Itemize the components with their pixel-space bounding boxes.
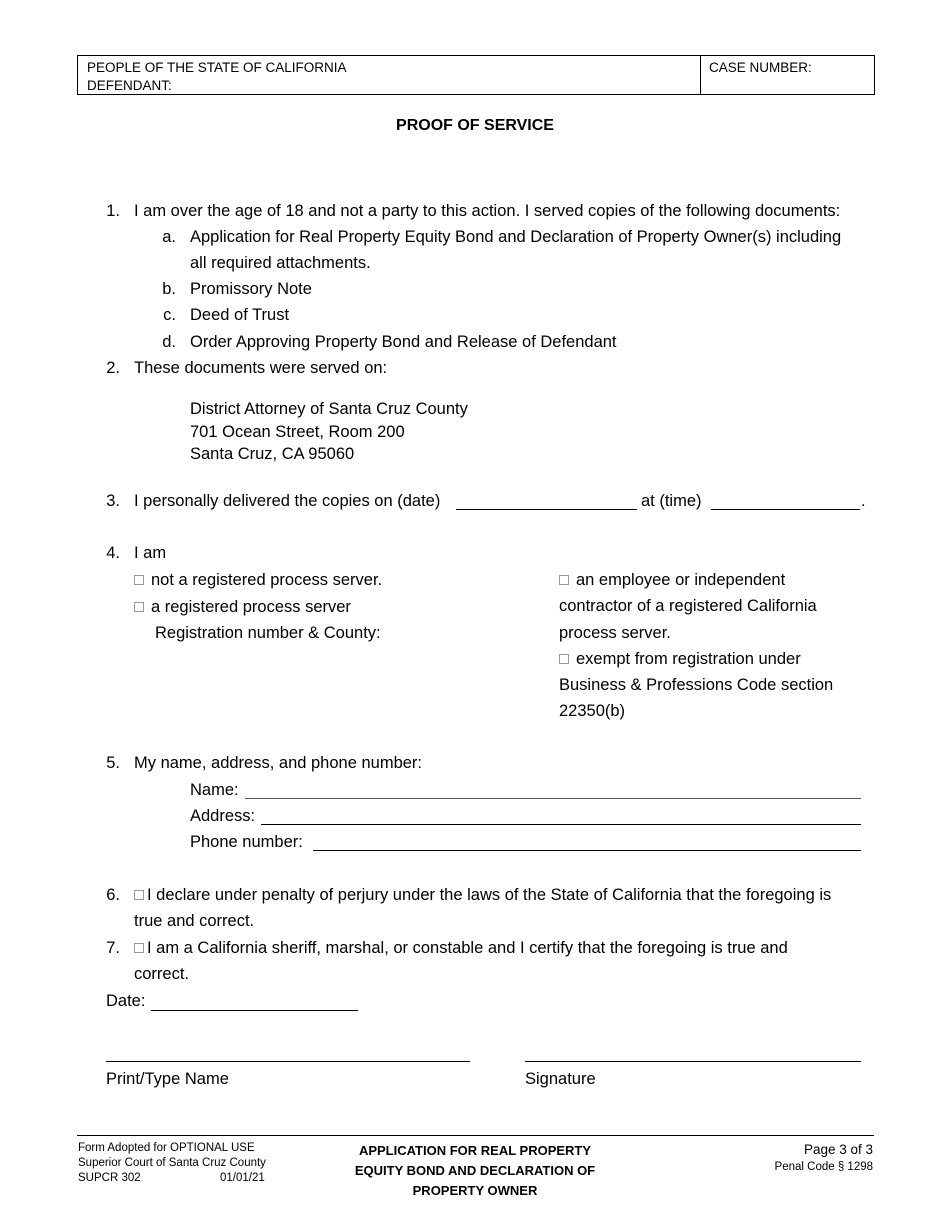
employee-checkbox[interactable]: [559, 575, 569, 585]
item-6-text: I declare under penalty of perjury under the laws of the State of California that the foregoing is: [147, 886, 832, 904]
sheriff-certify-checkbox[interactable]: [134, 943, 144, 953]
employee-label-cont: process server.: [559, 624, 671, 642]
item-1a-text: Application for Real Property Equity Bond and Declaration of Property Owner(s) including: [190, 228, 842, 246]
employee-label-cont: contractor of a registered California: [559, 597, 817, 615]
item-1b-text: Promissory Note: [190, 280, 312, 298]
registered-label: a registered process server: [151, 598, 351, 616]
item-6-text-cont: true and correct.: [134, 912, 255, 930]
address-line: Santa Cruz, CA 95060: [190, 445, 355, 463]
footer-form-number: SUPCR 302: [78, 1172, 141, 1184]
address-label: Address:: [190, 807, 256, 825]
item-3-period: .: [861, 492, 866, 510]
option-registered: [134, 594, 351, 620]
address-field[interactable]: [261, 823, 861, 825]
option-exempt: [559, 646, 801, 672]
item-1c-letter: c.: [163, 306, 176, 324]
caption-parties: [78, 56, 701, 94]
item-1d-letter: d.: [162, 333, 176, 351]
footer-title-line: EQUITY BOND AND DECLARATION OF: [354, 1163, 596, 1178]
item-7-certification: [134, 935, 788, 961]
exempt-label-cont: 22350(b): [559, 702, 626, 720]
declare-perjury-checkbox[interactable]: [134, 890, 144, 900]
address-line: 701 Ocean Street, Room 200: [190, 422, 405, 441]
registration-number-label: Registration number & County:: [155, 624, 381, 642]
date-delivered-field[interactable]: [456, 508, 637, 510]
item-5-number: 5.: [106, 754, 120, 772]
page-title: PROOF OF SERVICE: [396, 117, 554, 134]
date-signed-field[interactable]: [151, 1009, 358, 1011]
item-1-number: 1.: [106, 202, 120, 220]
exempt-label-cont: Business & Professions Code section: [559, 676, 834, 694]
item-1a-text-cont: all required attachments.: [190, 254, 371, 272]
people-label: PEOPLE OF THE STATE OF CALIFORNIA: [87, 60, 347, 75]
print-name-field[interactable]: [106, 1060, 470, 1062]
footer-title-line: APPLICATION FOR REAL PROPERTY: [358, 1143, 592, 1158]
phone-label: Phone number:: [190, 833, 303, 851]
item-3-number: 3.: [106, 492, 120, 510]
registered-checkbox[interactable]: [134, 602, 144, 612]
footer-form-date: 01/01/21: [220, 1172, 265, 1184]
item-2-text: These documents were served on:: [134, 359, 388, 377]
item-3-text-date: I personally delivered the copies on (date): [134, 492, 441, 510]
employee-label: an employee or independent: [576, 571, 786, 589]
footer-form-title: [330, 1141, 620, 1201]
item-6-number: 6.: [106, 886, 120, 904]
print-name-label: Print/Type Name: [106, 1070, 229, 1088]
phone-field[interactable]: [313, 849, 861, 851]
item-2-number: 2.: [106, 359, 120, 377]
signature-field[interactable]: [525, 1060, 861, 1062]
item-7-text: I am a California sheriff, marshal, or constable and I certify that the foregoing is true and: [147, 939, 788, 957]
item-7-text-cont: correct.: [134, 965, 190, 983]
item-1d-text: Order Approving Property Bond and Release of Defendant: [190, 333, 617, 351]
page-number: Page 3 of 3: [803, 1142, 873, 1157]
name-label: Name:: [190, 781, 239, 799]
address-line: District Attorney of Santa Cruz County: [190, 400, 468, 418]
footer-court: Superior Court of Santa Cruz County: [78, 1157, 266, 1169]
signature-label: Signature: [525, 1070, 596, 1088]
defendant-label: DEFENDANT:: [87, 78, 172, 93]
case-number-label: CASE NUMBER:: [709, 60, 812, 75]
case-caption-box: [77, 55, 875, 95]
item-1a-letter: a.: [162, 228, 176, 246]
time-delivered-field[interactable]: [711, 508, 860, 510]
exempt-label: exempt from registration under: [576, 650, 801, 668]
item-1b-letter: b.: [162, 280, 176, 298]
footer-form-adopted: Form Adopted for OPTIONAL USE: [78, 1142, 255, 1154]
name-field[interactable]: [245, 797, 861, 799]
item-1c-text: Deed of Trust: [190, 306, 290, 324]
item-6-declaration: [134, 882, 831, 908]
not-registered-checkbox[interactable]: [134, 575, 144, 585]
item-4-number: 4.: [106, 544, 120, 562]
date-label: Date:: [106, 992, 146, 1010]
exempt-checkbox[interactable]: [559, 654, 569, 664]
item-3-text-time: at (time): [641, 492, 702, 510]
penal-code: Penal Code § 1298: [774, 1161, 873, 1173]
item-4-text: I am: [134, 544, 167, 562]
item-5-text: My name, address, and phone number:: [134, 754, 423, 772]
footer-rule: [77, 1135, 874, 1136]
item-1-text: I am over the age of 18 and not a party to this action. I served copies of the following documents:: [134, 202, 841, 220]
service-address: [190, 398, 468, 466]
option-employee: [559, 567, 785, 593]
item-7-number: 7.: [106, 939, 120, 957]
option-not-registered: [134, 567, 382, 593]
footer-title-line: PROPERTY OWNER: [412, 1183, 538, 1198]
not-registered-label: not a registered process server.: [151, 571, 383, 589]
